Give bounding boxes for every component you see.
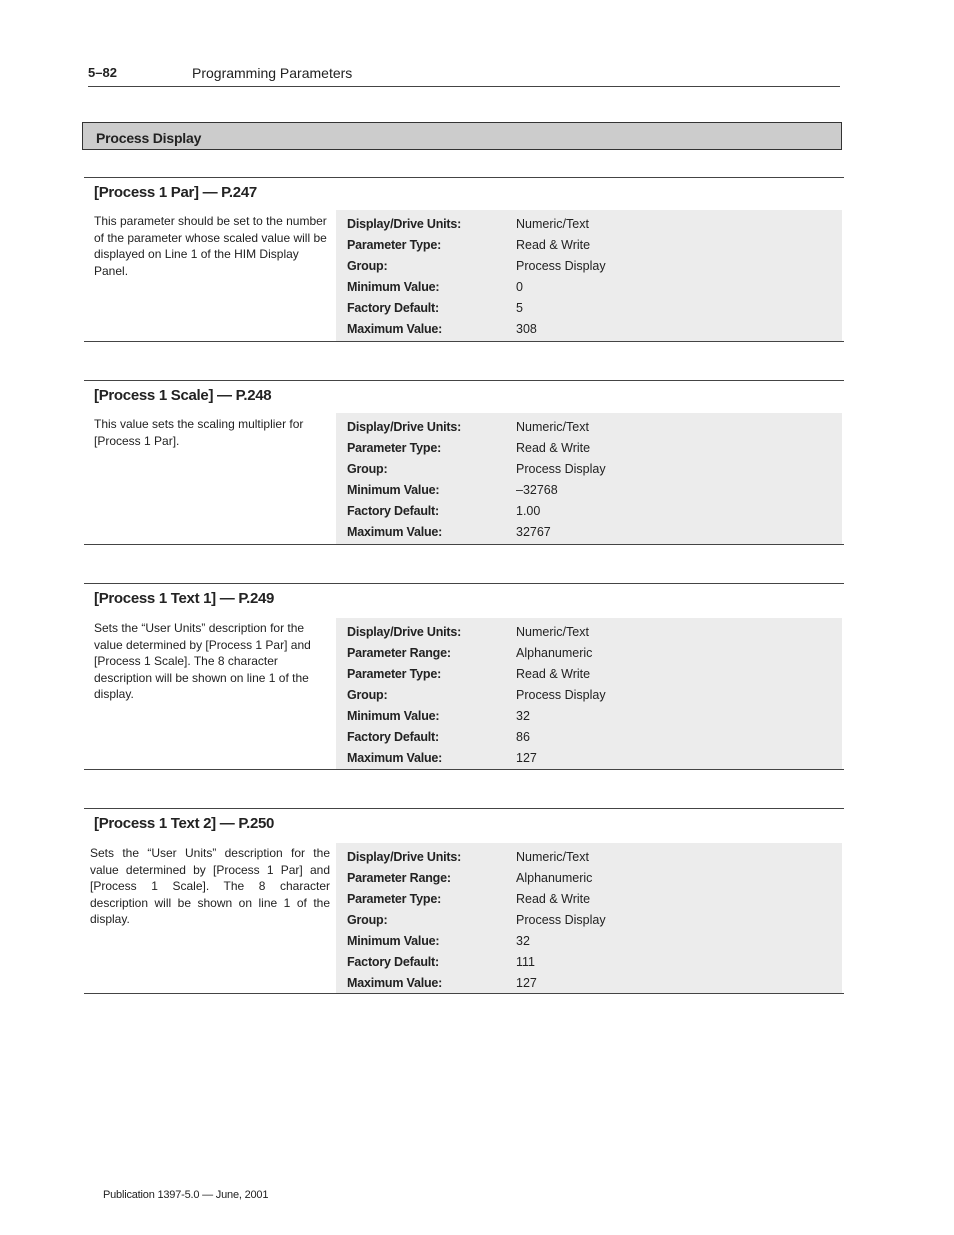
property-label: Group: xyxy=(347,913,388,927)
property-label: Parameter Type: xyxy=(347,892,442,906)
property-label: Parameter Range: xyxy=(347,646,451,660)
property-label: Display/Drive Units: xyxy=(347,217,462,231)
parameter-properties xyxy=(336,210,842,341)
property-row xyxy=(336,910,842,931)
property-label: Factory Default: xyxy=(347,504,439,518)
property-label: Factory Default: xyxy=(347,955,439,969)
property-value: 86 xyxy=(516,730,530,744)
property-label: Display/Drive Units: xyxy=(347,625,462,639)
property-value: Read & Write xyxy=(516,441,591,455)
property-label: Parameter Type: xyxy=(347,441,442,455)
property-value: 32 xyxy=(516,709,530,723)
property-row xyxy=(336,214,842,235)
property-label: Maximum Value: xyxy=(347,976,443,990)
property-label: Display/Drive Units: xyxy=(347,420,462,434)
property-value: 0 xyxy=(516,280,523,294)
property-value: Numeric/Text xyxy=(516,625,589,639)
property-value: Numeric/Text xyxy=(516,217,589,231)
property-label: Maximum Value: xyxy=(347,322,443,336)
property-label: Parameter Range: xyxy=(347,871,451,885)
property-row xyxy=(336,727,842,748)
property-label: Factory Default: xyxy=(347,730,439,744)
property-value: Numeric/Text xyxy=(516,420,589,434)
parameter-description: Sets the “User Units” description for the value determined by [Process 1 Par] and [Process 1 Scale]. The 8 character description will be shown on line 1 of the display. xyxy=(90,846,330,926)
page-number: 5–82 xyxy=(88,65,117,80)
parameter-block-p249 xyxy=(84,583,844,770)
property-row xyxy=(336,319,842,340)
property-label: Parameter Type: xyxy=(347,667,442,681)
property-value: Process Display xyxy=(516,913,606,927)
property-label: Group: xyxy=(347,462,388,476)
parameter-block-p248 xyxy=(84,380,844,545)
page-title: Programming Parameters xyxy=(192,65,353,81)
parameter-title: [Process 1 Scale] — P.248 xyxy=(94,387,272,404)
property-row xyxy=(336,685,842,706)
property-value: Numeric/Text xyxy=(516,850,589,864)
parameter-title: [Process 1 Text 2] — P.250 xyxy=(94,815,275,832)
property-value: –32768 xyxy=(516,483,558,497)
property-row xyxy=(336,706,842,727)
property-row xyxy=(336,235,842,256)
property-label: Maximum Value: xyxy=(347,751,443,765)
section-title: Process Display xyxy=(96,130,202,146)
property-row xyxy=(336,622,842,643)
property-value: 127 xyxy=(516,751,537,765)
property-row xyxy=(336,868,842,889)
parameter-properties xyxy=(336,843,842,993)
property-value: Alphanumeric xyxy=(516,871,593,885)
parameter-description: This parameter should be set to the number of the parameter whose scaled value will be displayed on Line 1 of the HIM Display Panel. xyxy=(94,214,327,278)
property-label: Minimum Value: xyxy=(347,709,440,723)
property-row xyxy=(336,438,842,459)
property-label: Group: xyxy=(347,259,388,273)
property-value: Process Display xyxy=(516,462,606,476)
property-value: Read & Write xyxy=(516,892,591,906)
property-value: Process Display xyxy=(516,259,606,273)
property-row xyxy=(336,480,842,501)
parameter-description: Sets the “User Units” description for the value determined by [Process 1 Par] and [Process 1 Scale]. The 8 character description will be shown on line 1 of the display. xyxy=(94,621,311,701)
property-value: 308 xyxy=(516,322,537,336)
property-row xyxy=(336,417,842,438)
parameter-block-p247 xyxy=(84,177,844,342)
property-value: Read & Write xyxy=(516,238,591,252)
property-row xyxy=(336,748,842,769)
parameter-description: This value sets the scaling multiplier for [Process 1 Par]. xyxy=(94,417,304,448)
property-label: Display/Drive Units: xyxy=(347,850,462,864)
property-label: Group: xyxy=(347,688,388,702)
property-row xyxy=(336,952,842,973)
property-value: Read & Write xyxy=(516,667,591,681)
property-row xyxy=(336,664,842,685)
parameter-properties xyxy=(336,413,842,544)
parameter-block-p250 xyxy=(84,808,844,994)
property-value: 1.00 xyxy=(516,504,541,518)
property-row xyxy=(336,277,842,298)
property-row xyxy=(336,256,842,277)
parameter-title: [Process 1 Par] — P.247 xyxy=(94,184,257,201)
property-row xyxy=(336,643,842,664)
property-row xyxy=(336,889,842,910)
property-value: 32 xyxy=(516,934,530,948)
property-row xyxy=(336,973,842,994)
property-label: Minimum Value: xyxy=(347,934,440,948)
property-label: Minimum Value: xyxy=(347,483,440,497)
publication-footer: Publication 1397-5.0 — June, 2001 xyxy=(103,1189,269,1201)
section-heading xyxy=(82,122,842,150)
property-row xyxy=(336,501,842,522)
property-row xyxy=(336,298,842,319)
property-value: 5 xyxy=(516,301,523,315)
property-label: Parameter Type: xyxy=(347,238,442,252)
property-row xyxy=(336,931,842,952)
property-value: 32767 xyxy=(516,525,551,539)
parameter-properties xyxy=(336,618,842,769)
property-label: Maximum Value: xyxy=(347,525,443,539)
property-label: Factory Default: xyxy=(347,301,439,315)
property-value: Alphanumeric xyxy=(516,646,593,660)
property-label: Minimum Value: xyxy=(347,280,440,294)
property-value: 111 xyxy=(516,955,536,969)
property-row xyxy=(336,847,842,868)
parameter-title: [Process 1 Text 1] — P.249 xyxy=(94,590,275,607)
property-row xyxy=(336,522,842,543)
property-value: 127 xyxy=(516,976,537,990)
page-header xyxy=(88,64,840,87)
property-value: Process Display xyxy=(516,688,606,702)
property-row xyxy=(336,459,842,480)
